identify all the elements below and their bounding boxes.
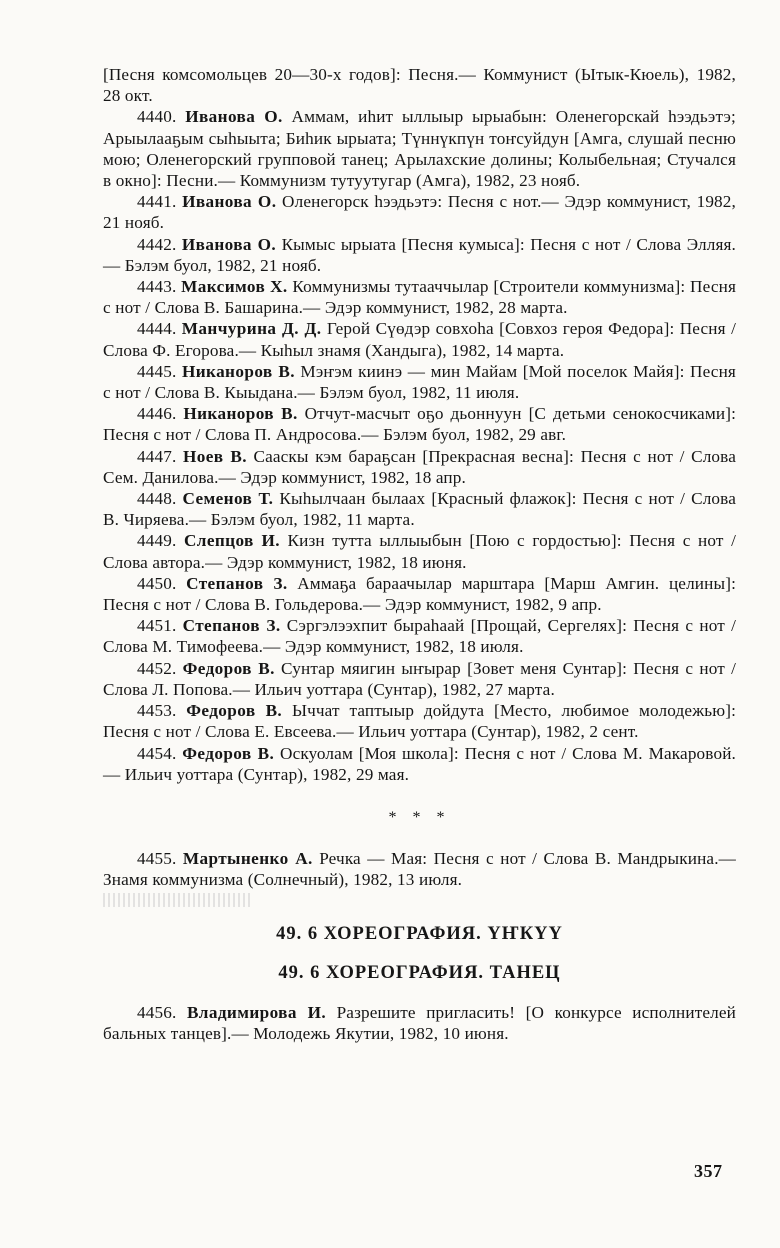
entry-number: 4455. <box>137 849 177 869</box>
entry-text: Сунтар мяигин ыҥырар [Зовет меня Сунтар]: Песня с нот / Слова Л. Попова.— Ильич уоттара (Сунтар), 1982, 27 марта. <box>103 658 736 699</box>
entry-4453 <box>103 700 736 742</box>
entry-4446 <box>103 403 736 445</box>
entry-author: Иванова О. <box>181 234 277 254</box>
entry-number: 4449. <box>137 531 177 551</box>
entry-4442 <box>103 234 736 276</box>
section-heading-russian: 49. 6 ХОРЕОГРАФИЯ. ТАНЕЦ <box>278 962 561 983</box>
continued-entry-text: [Песня комсомольцев 20—30-х годов]: Песня.— Коммунист (Ытык-Кюель), 1982, 28 окт. <box>103 65 736 106</box>
entry-number: 4451. <box>137 616 177 636</box>
entry-4451 <box>103 615 736 657</box>
print-smudge <box>103 893 253 907</box>
entry-author: Федоров В. <box>186 701 283 721</box>
entry-author: Иванова О. <box>185 107 283 127</box>
entry-4455 <box>103 848 736 890</box>
entry-number: 4447. <box>137 446 177 466</box>
entry-author: Манчурина Д. Д. <box>181 319 322 339</box>
section-heading-yakut: 49. 6 ХОРЕОГРАФИЯ. ҮҤКҮҮ <box>276 923 563 944</box>
entry-4447 <box>103 446 736 488</box>
entry-4450 <box>103 573 736 615</box>
entry-4448 <box>103 488 736 530</box>
entry-4456 <box>103 1002 736 1044</box>
entry-4441 <box>103 191 736 233</box>
entry-number: 4456. <box>137 1003 177 1023</box>
entry-author: Никаноров В. <box>183 404 298 424</box>
entry-number: 4441. <box>137 192 177 212</box>
entry-author: Максимов Х. <box>181 277 288 297</box>
entry-number: 4443. <box>137 277 177 297</box>
entry-number: 4450. <box>137 573 177 593</box>
entry-text: Мэҥэм киинэ — мин Майам [Мой поселок Майя]: Песня с нот / Слова В. Кыыдана.— Бэлэм буол, 1982, 11 июля. <box>103 361 736 403</box>
section-separator: * * * <box>388 808 451 826</box>
entry-number: 4444. <box>137 319 177 339</box>
page-number: 357 <box>694 1161 723 1181</box>
entry-number: 4453. <box>137 701 177 721</box>
entry-author: Владимирова И. <box>186 1003 327 1023</box>
entry-text: Сааскы кэм бараҕсан [Прекрасная весна]: Песня с нот / Слова Сем. Данилова.— Эдэр коммунист, 1982, 18 апр. <box>103 446 736 487</box>
entry-text: Речка — Мая: Песня с нот / Слова В. Мандрыкина.— Знамя коммунизма (Солнечный), 1982, 13 июля. <box>103 849 736 890</box>
entry-author: Мартыненко А. <box>182 849 313 869</box>
continued-entry <box>103 64 736 106</box>
entry-author: Слепцов И. <box>183 531 280 551</box>
entry-text: Герой Сүөдэр совхоһа [Совхоз героя Федора]: Песня / Слова Ф. Егорова.— Кыһыл знамя (Хандыга), 1982, 14 марта. <box>103 319 736 360</box>
entry-text: Ыччат таптыыр дойдута [Место, любимое молодежью]: Песня с нот / Слова Е. Евсеева.— Ильич уоттара (Сунтар), 1982, 2 сент. <box>103 701 736 742</box>
entry-text: Кыһылчаан былаах [Красный флажок]: Песня с нот / Слова В. Чиряева.— Бэлэм буол, 1982, 11 марта. <box>103 489 736 530</box>
entry-text: Кизн тутта ыллыыбын [Пою с гордостью]: Песня с нот /Слова автора.— Эдэр коммунист, 1982, 18 июня. <box>103 531 736 572</box>
entry-author: Ноев В. <box>183 446 247 466</box>
entry-4445 <box>103 361 736 403</box>
entry-text: Аммаҕа бараачылар марштара [Марш Амгин. целины]: Песня с нот / Слова В. Гольдерова.— Эдэр коммунист, 1982, 9 апр. <box>103 573 736 615</box>
bibliography-column <box>103 64 736 1045</box>
entry-author: Никаноров В. <box>181 361 295 381</box>
entry-text: Сэргэлээхпит быраһаай [Прощай, Сергелях]: Песня с нот / Слова М. Тимофеева.— Эдэр коммунист, 1982, 18 июля. <box>103 616 737 657</box>
entry-author: Федоров В. <box>182 743 275 763</box>
entry-author: Степанов З. <box>182 616 281 636</box>
entry-text: Оленегорск һээдьэтэ: Песня с нот.— Эдэр коммунист, 1982, 21 нояб. <box>103 192 736 233</box>
entry-number: 4440. <box>137 107 177 127</box>
entry-text: Разрешите пригласить! [О конкурсе исполнителей бальных танцев].— Молодежь Якутии, 1982, 10 июня. <box>103 1003 737 1044</box>
entry-number: 4454. <box>137 743 177 763</box>
entry-4440 <box>103 106 736 191</box>
entry-number: 4446. <box>137 404 177 424</box>
entry-4454 <box>103 743 736 785</box>
entry-4452 <box>103 658 736 700</box>
spacer <box>103 984 736 1002</box>
entry-author: Федоров В. <box>182 658 275 678</box>
entry-4443 <box>103 276 736 318</box>
entry-number: 4442. <box>137 234 177 254</box>
entry-number: 4448. <box>137 489 177 509</box>
entry-4444 <box>103 318 736 360</box>
entry-number: 4445. <box>137 361 177 381</box>
entry-text: Кымыс ырыата [Песня кумыса]: Песня с нот / Слова Элляя.— Бэлэм буол, 1982, 21 нояб. <box>103 234 737 275</box>
entry-4449 <box>103 530 736 572</box>
entry-text: Оскуолам [Моя школа]: Песня с нот / Слова М. Макаровой.— Ильич уоттара (Сунтар), 1982, 29 мая. <box>103 743 736 784</box>
entry-author: Семенов Т. <box>182 489 274 509</box>
entry-text: Отчут-масчыт оҕо дьоннуун [С детьми сенокосчиками]: Песня с нот / Слова П. Андросова.— Бэлэм буол, 1982, 29 авг. <box>103 404 737 445</box>
entry-text: Коммунизмы тутааччылар [Строители коммунизма]: Песня с нот / Слова В. Башарина.— Эдэр коммунист, 1982, 28 марта. <box>103 277 737 318</box>
entry-author: Степанов З. <box>186 573 288 593</box>
entry-author: Иванова О. <box>182 192 277 212</box>
entry-text: Аммам, иһит ыллыыр ырыабын: Оленегорскай һээдьэтэ; Арыылааҕым сыһыыта; Биһик ырыата; Түннүкпүн тоҥсуйдун [Амга, слушай песню мою; Оленегорский групповой танец; Арылахские долины; Колыбельная; Стучался в окно]: Песни.— Коммунизм тутуутугар (Амга), 1982, 23 нояб. <box>103 107 736 191</box>
entry-number: 4452. <box>137 658 177 678</box>
